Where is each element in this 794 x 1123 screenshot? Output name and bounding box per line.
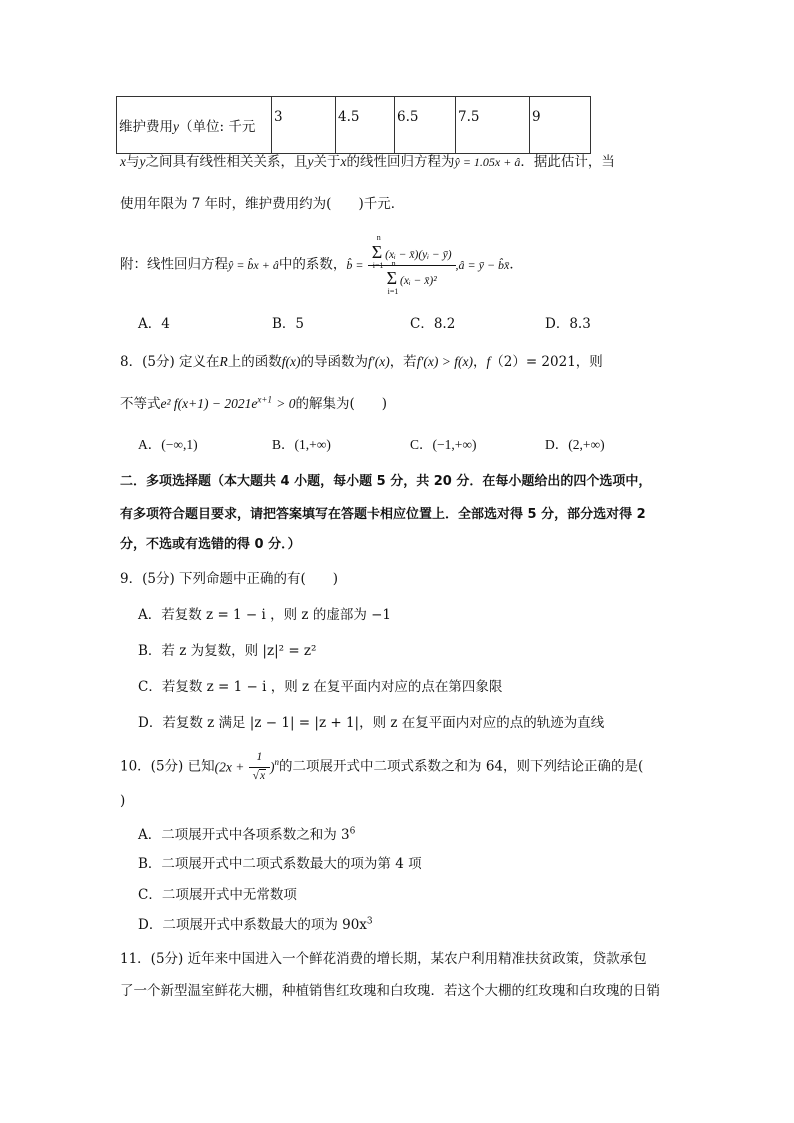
q8-option-d[interactable]: D．(2,+∞) bbox=[545, 437, 605, 452]
q7-option-b[interactable]: B．5 bbox=[272, 316, 305, 332]
q9-option-c[interactable]: C．若复数 z = 1 − i ，则 z 在复平面内对应的点在第四象限 bbox=[138, 679, 503, 695]
q9-option-a[interactable]: A．若复数 z = 1 − i ，则 z 的虚部为 −1 bbox=[138, 607, 392, 623]
section2-header-line1: 二．多项选择题（本大题共 4 小题，每小题 5 分，共 20 分．在每小题给出的四个选项中， bbox=[120, 474, 652, 489]
table-row bbox=[117, 97, 591, 154]
q7-formula-note: 附：线性回归方程ŷ = b̂x + â中的系数，b̂ = Σ n i=1 (xᵢ − x̄)(yᵢ − ȳ) Σ n i=1 (xᵢ − x̄)² ,â = ȳ − b̂x̄． bbox=[120, 233, 523, 296]
q8-stem-line2: 不等式e² $f(x+1) - 2021e^{x+1} > 0$的解集为( ) bbox=[120, 394, 388, 412]
q10-stem-end: ) bbox=[120, 793, 126, 809]
table-cell: 6.5 bbox=[395, 97, 456, 154]
regression-coefficient-fraction: Σ n i=1 (xᵢ − x̄)(yᵢ − ȳ) Σ n i=1 (xᵢ − x̄)² bbox=[368, 243, 456, 287]
q10-option-b[interactable]: B．二项展开式中二项式系数最大的项为第 4 项 bbox=[138, 856, 422, 872]
q10-option-a[interactable]: A．二项展开式中各项系数之和为 $3^6$ bbox=[138, 826, 356, 843]
q7-line1: x与y之间具有线性相关关系，且y关于x的线性回归方程为ŷ = 1.05x + â．据此估计，当 bbox=[120, 154, 615, 170]
q7-option-d[interactable]: D．8.3 bbox=[545, 316, 591, 332]
maintenance-cost-table bbox=[116, 96, 591, 154]
section2-header-line2: 有多项符合题目要求，请把答案填写在答题卡相应位置上．全部选对得 5 分，部分选对得 2 bbox=[120, 507, 646, 522]
q10-fraction: $\frac{1}{√x}$ bbox=[249, 752, 270, 782]
q8-option-c[interactable]: C．(−1,+∞) bbox=[410, 437, 477, 452]
q8-stem-line1: 8．(5分) 定义在R上的函数f(x)的导函数为f′(x)，若f′(x) > f(x)，f（2）= 2021，则 bbox=[120, 354, 603, 370]
q9-option-d[interactable]: D．若复数 z 满足 |z − 1| = |z + 1|，则 z 在复平面内对应的点的轨迹为直线 bbox=[138, 715, 605, 731]
table-row-label: 维护费用y（单位: 千元 bbox=[117, 97, 272, 154]
q11-line1: 11．(5分) 近年来中国进入一个鲜花消费的增长期，某农户利用精准扶贫政策，贷款承包 bbox=[120, 951, 647, 967]
q10-option-d[interactable]: D．二项展开式中系数最大的项为 $90x^3$ bbox=[138, 916, 373, 933]
q10-option-c[interactable]: C．二项展开式中无常数项 bbox=[138, 887, 297, 903]
q7-option-a[interactable]: A．4 bbox=[138, 316, 170, 332]
q9-option-b[interactable]: B．若 z 为复数，则 |z|² = z² bbox=[138, 643, 317, 659]
table-cell: 7.5 bbox=[456, 97, 530, 154]
q7-line2: 使用年限为 7 年时，维护费用约为( )千元． bbox=[120, 196, 405, 212]
q11-line2: 了一个新型温室鲜花大棚，种植销售红玫瑰和白玫瑰．若这个大棚的红玫瑰和白玫瑰的日销 bbox=[120, 983, 660, 999]
table-cell: 9 bbox=[530, 97, 591, 154]
section2-header-line3: 分，不选或有选错的得 0 分．） bbox=[120, 537, 301, 552]
q8-option-b[interactable]: B．(1,+∞) bbox=[272, 437, 331, 452]
table-cell: 4.5 bbox=[336, 97, 395, 154]
q10-stem: 10．(5分) 已知(2x + $\frac{1}{√x}$ )$^n$的二项展开式中二项式系数之和为 64，则下列结论正确的是( bbox=[120, 751, 644, 782]
q8-option-a[interactable]: A．(−∞,1) bbox=[138, 437, 198, 452]
table-cell: 3 bbox=[272, 97, 336, 154]
q9-stem: 9．(5分) 下列命题中正确的有( ) bbox=[120, 571, 339, 587]
q7-option-c[interactable]: C．8.2 bbox=[410, 316, 456, 332]
